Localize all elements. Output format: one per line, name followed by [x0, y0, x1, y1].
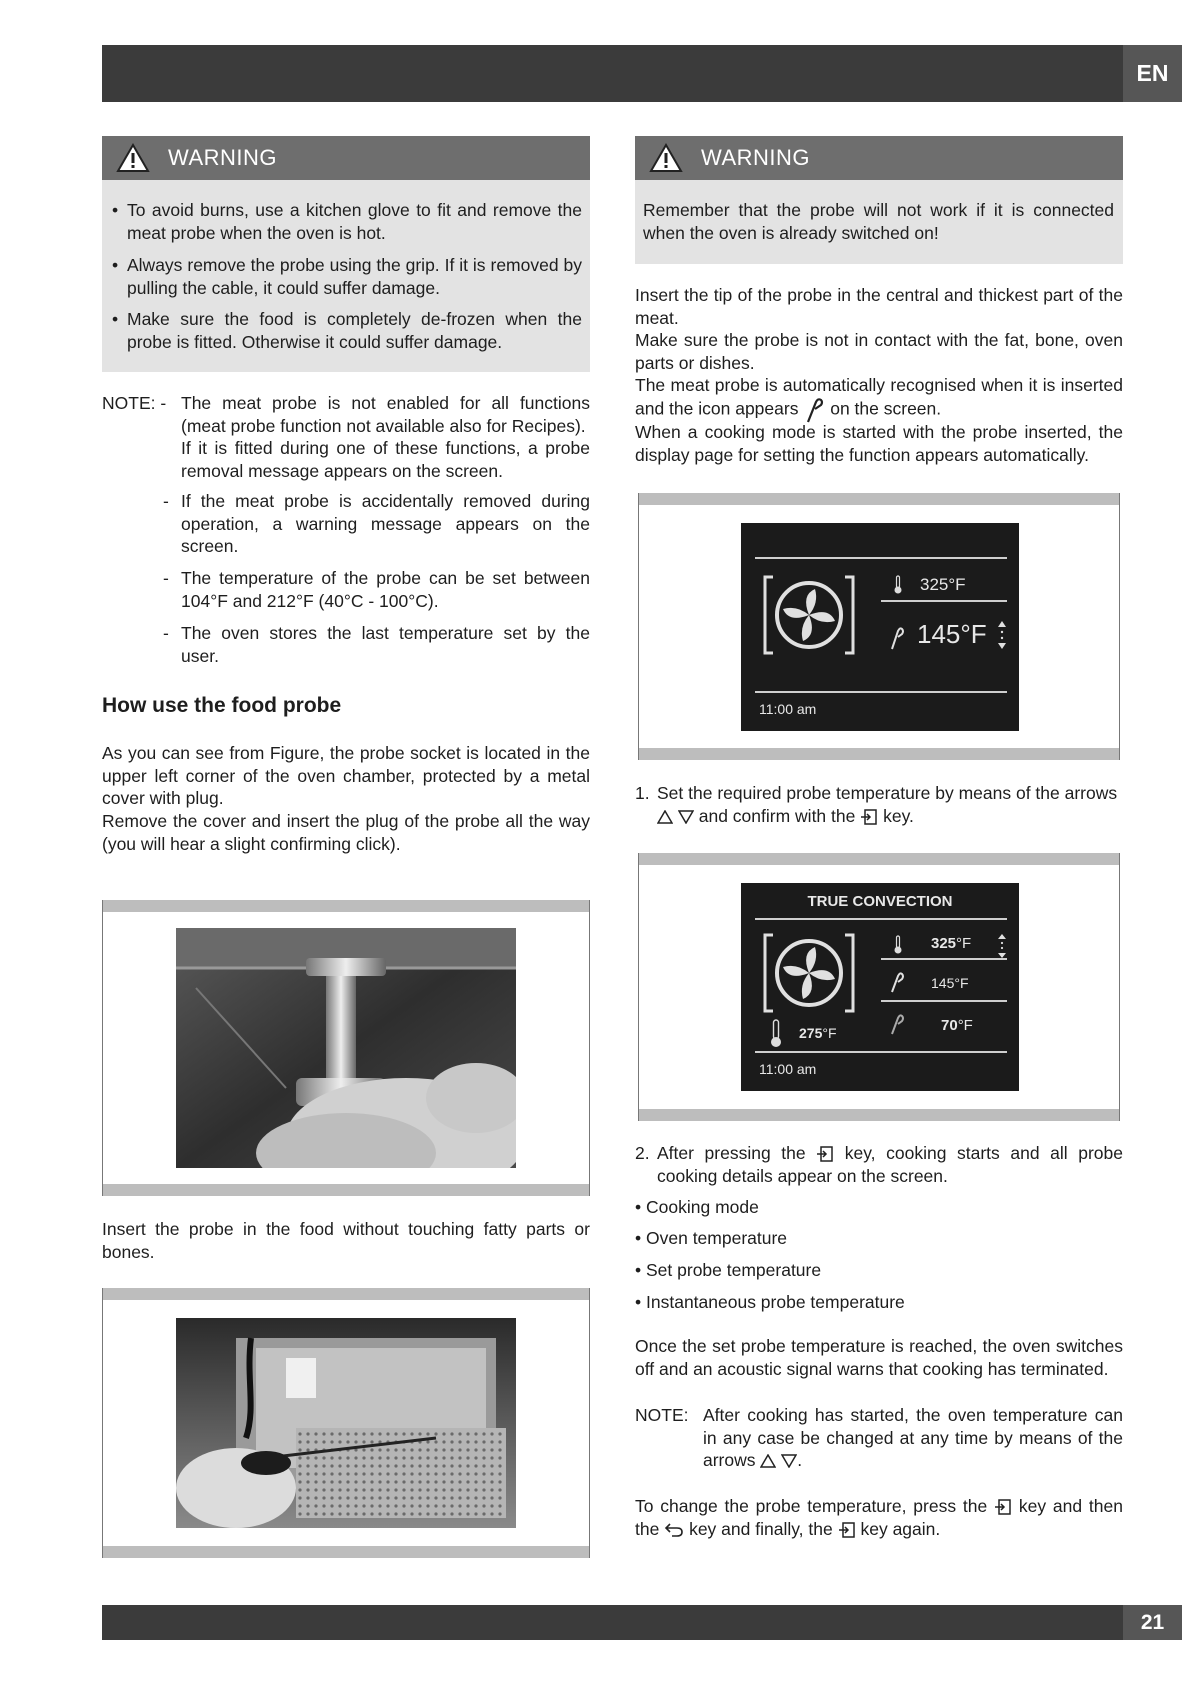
display1-frame: [638, 493, 1120, 760]
display2-screen: [741, 883, 1019, 1091]
left-warning-item: • Always remove the probe using the grip. If it is removed by pulling the cable, it could suffer damage.: [112, 255, 582, 298]
probe-temp-value: 145°F: [917, 619, 987, 649]
note-item: - The temperature of the probe can be set between 104°F and 212°F (40°C - 100°C).: [163, 568, 590, 611]
probe-caption: Insert the probe in the food without touching fatty parts or bones.: [102, 1219, 590, 1262]
display1-screen: [741, 523, 1019, 731]
left-warning-header: [102, 136, 590, 180]
confirm-key-icon: [860, 808, 878, 826]
note-item: - If the meat probe is accidentally removed during operation, a warning message appears on the screen.: [163, 491, 590, 556]
right-note-label: NOTE:: [635, 1405, 689, 1425]
oven-set-temp: 325°F: [931, 935, 972, 952]
oven-photo-frame: [102, 1288, 590, 1558]
details-item: • Cooking mode: [635, 1197, 759, 1217]
probe-current-temp: 70°F: [941, 1017, 973, 1034]
section-title: How use the food probe: [102, 694, 342, 717]
warning-icon: [649, 143, 683, 173]
right-paragraph-5: Once the set probe temperature is reached, the oven switches off and an acoustic signal warns that cooking has terminated.: [635, 1336, 1123, 1379]
note-first-a: The meat probe is not enabled for all functions (meat probe function not available also for Recipes).: [181, 393, 590, 436]
right-paragraph-2: Make sure the probe is not in contact with the fat, bone, oven parts or dishes.: [635, 330, 1123, 373]
right-paragraph-3: The meat probe is automatically recognised when it is inserted and the icon appears on the screen.: [635, 374, 1123, 423]
note-item: - The oven stores the last temperature set by the user.: [163, 623, 590, 666]
probe-icon: [803, 397, 825, 423]
oven-temp-value: 325°F: [920, 575, 966, 594]
page-number: 21: [1123, 1605, 1182, 1640]
oven-current-temp: 275°F: [799, 1025, 837, 1041]
footer-bar: [102, 1605, 1123, 1640]
oven-probe-photo: [176, 1318, 516, 1528]
left-warning-item: • To avoid burns, use a kitchen glove to fit and remove the meat probe when the oven is hot.: [112, 200, 582, 243]
details-item: • Set probe temperature: [635, 1260, 822, 1280]
display2-frame: [638, 853, 1120, 1121]
intro-paragraph-1: As you can see from Figure, the probe socket is located in the upper left corner of the oven chamber, protected by a metal cover with plug.: [102, 743, 590, 808]
final-paragraph: To change the probe temperature, press the key and then the key and finally, the key again.: [635, 1496, 1123, 1539]
left-warning-title: WARNING: [168, 145, 278, 170]
left-warning-body: [102, 180, 590, 372]
arrow-up-icon: [657, 810, 673, 824]
arrow-up-icon: [760, 1454, 776, 1468]
note-first-b: If it is fitted during one of these functions, a probe removal message appears on the screen.: [181, 438, 590, 481]
step-2: 2. After pressing the key, cooking starts and all probe cooking details appear on the screen.: [635, 1143, 1123, 1186]
display-time: 11:00 am: [759, 1061, 817, 1077]
language-label: EN: [1123, 45, 1182, 102]
arrow-down-icon: [781, 1454, 797, 1468]
up-down-arrows-icon: [997, 620, 1007, 650]
display-time: 11:00 am: [759, 701, 817, 717]
right-warning-header: [635, 136, 1123, 180]
header-bar: [102, 45, 1123, 102]
right-paragraph-4: When a cooking mode is started with the probe inserted, the display page for setting the function appears automatically.: [635, 422, 1123, 465]
left-warning-item: • Make sure the food is completely de-frozen when the probe is fitted. Otherwise it could suffer damage.: [112, 309, 582, 352]
socket-photo-frame: [102, 900, 590, 1196]
intro-paragraph-2: Remove the cover and insert the plug of the probe all the way (you will hear a slight confirming click).: [102, 811, 590, 854]
thermometer-icon: [893, 935, 903, 955]
right-warning-title: WARNING: [701, 145, 811, 170]
arrow-down-icon: [678, 810, 694, 824]
confirm-key-icon: [994, 1498, 1012, 1516]
fan-icon: [761, 573, 857, 657]
probe-socket-photo: [176, 928, 516, 1168]
up-down-arrows-icon: [997, 933, 1007, 959]
details-item: • Oven temperature: [635, 1228, 788, 1248]
note-label: NOTE: -: [102, 393, 167, 413]
probe-icon: [889, 1013, 905, 1035]
thermometer-icon: [893, 575, 903, 595]
step-1: 1. Set the required probe temperature by means of the arrows and confirm with the key.: [635, 783, 1118, 826]
thermometer-icon: [769, 1019, 783, 1049]
right-paragraph-1: Insert the tip of the probe in the central and thickest part of the meat.: [635, 285, 1123, 328]
right-warning-text: Remember that the probe will not work if it is connected when the oven is already switched on!: [643, 200, 1114, 243]
details-item: • Instantaneous probe temperature: [635, 1292, 905, 1312]
fan-icon: [761, 931, 857, 1015]
cooking-mode-title: TRUE CONVECTION: [807, 893, 953, 910]
back-key-icon: [664, 1522, 684, 1538]
probe-icon: [889, 626, 905, 650]
probe-set-temp: 145°F: [931, 975, 969, 991]
confirm-key-icon: [816, 1145, 834, 1163]
warning-icon: [116, 143, 150, 173]
probe-icon: [889, 971, 905, 993]
right-warning-body: [635, 180, 1123, 264]
confirm-key-icon: [838, 1521, 856, 1539]
right-note-text: After cooking has started, the oven temperature can in any case be changed at any time by means of the arrows .: [703, 1405, 1123, 1470]
